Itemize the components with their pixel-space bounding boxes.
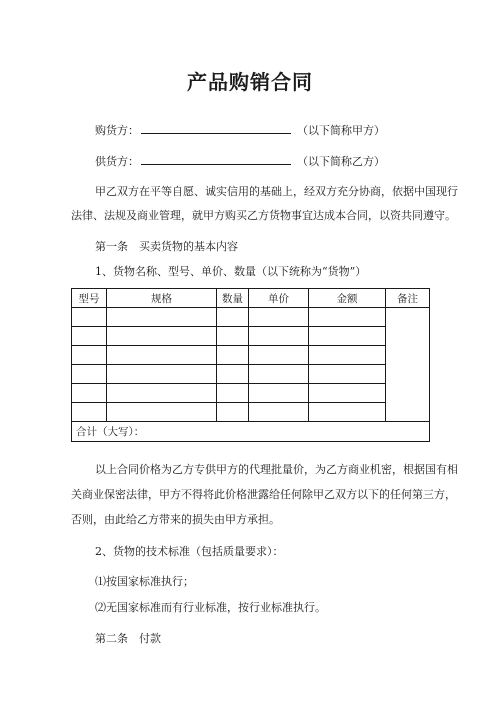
table-total-row <box>72 422 430 442</box>
table-row <box>72 384 430 403</box>
standard-1-text: ⑴按国家标准执行； <box>95 575 194 588</box>
item-2-text: 2、货物的技术标准（包括质量要求）： <box>95 545 284 558</box>
column-header-remarks: 备注 <box>386 289 430 308</box>
buyer-blank-line <box>141 121 291 134</box>
price-para-line-3: 否则，由此给乙方带来的损失由甲方承担。 <box>71 513 280 526</box>
table-row <box>72 365 430 384</box>
column-header-model: 型号 <box>72 289 107 308</box>
column-header-amount: 金额 <box>309 289 386 308</box>
column-header-unit-price: 单价 <box>249 289 309 308</box>
seller-blank-line <box>141 152 291 165</box>
total-in-words-label: 合计（大写）： <box>72 422 430 442</box>
article-2-heading: 第二条 付款 <box>95 632 161 645</box>
table-row <box>72 327 430 346</box>
intro-line-2: 法律、法规及商业管理，就甲方购买乙方货物事宜达成本合同，以资共同遵守。 <box>71 209 456 222</box>
column-header-spec: 规格 <box>107 289 217 308</box>
item-1-text: 1、货物名称、型号、单价、数量（以下统称为“货物”） <box>95 265 367 278</box>
buyer-label: 购货方： <box>95 124 139 137</box>
buyer-suffix: （以下简称甲方） <box>297 124 385 137</box>
price-para-line-1: 以上合同价格为乙方专供甲方的代理批量价，为乙方商业机密，根据国有相 <box>95 463 458 476</box>
table-row <box>72 308 430 327</box>
table-row <box>72 403 430 422</box>
price-para-line-2: 关商业保密法律，甲方不得将此价格泄露给任何除甲乙双方以下的任何第三方， <box>71 488 456 501</box>
column-header-quantity: 数量 <box>217 289 249 308</box>
article-1-heading: 第一条 买卖货物的基本内容 <box>95 240 238 253</box>
goods-table <box>71 288 430 442</box>
intro-line-1: 甲乙双方在平等自愿、诚实信用的基础上，经双方充分协商，依据中国现行 <box>95 185 458 198</box>
page-title: 产品购销合同 <box>187 70 313 94</box>
table-header-row <box>72 289 430 308</box>
table-row <box>72 346 430 365</box>
buyer-row <box>95 121 385 138</box>
seller-label: 供货方： <box>95 155 139 168</box>
seller-suffix: （以下简称乙方） <box>297 155 385 168</box>
standard-2-text: ⑵无国家标准而有行业标准，按行业标准执行。 <box>95 601 326 614</box>
remarks-cell <box>386 308 430 422</box>
seller-row <box>95 152 385 169</box>
